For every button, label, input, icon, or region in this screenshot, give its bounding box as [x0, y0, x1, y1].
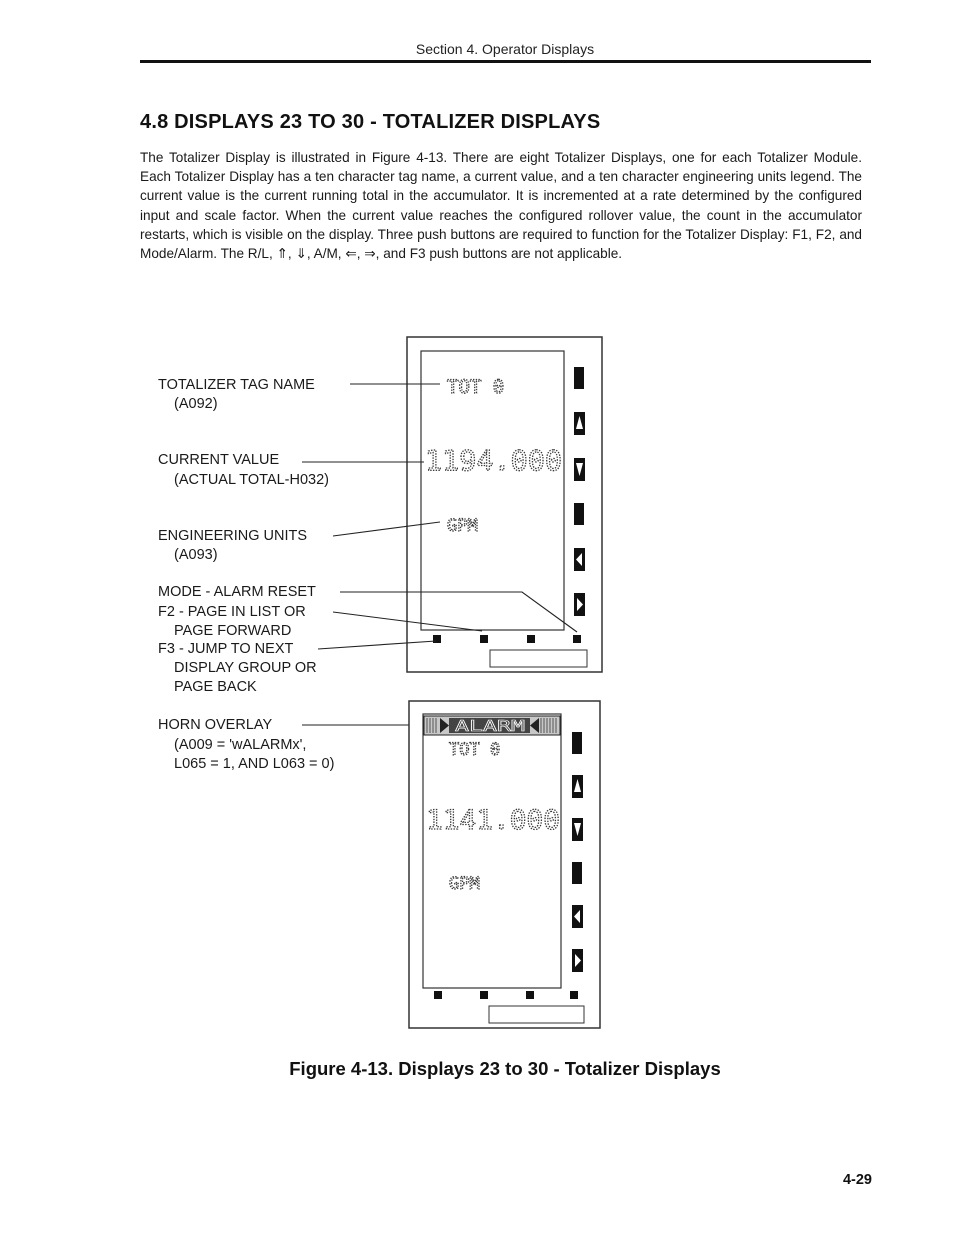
display1-units: GPM — [447, 516, 478, 536]
f1-key-2[interactable] — [434, 991, 442, 999]
up-arrow-key-2[interactable] — [572, 775, 583, 798]
rl-key-2[interactable] — [572, 732, 582, 754]
label-f3: F3 - JUMP TO NEXT — [158, 641, 294, 657]
legend-strip-2 — [489, 1006, 584, 1023]
f1-key-1[interactable] — [433, 635, 441, 643]
label-eng-units-param: (A093) — [174, 547, 218, 563]
up-arrow-key-1[interactable] — [574, 412, 585, 435]
display2-alarm-text: ALARM — [455, 717, 525, 735]
label-horn-param1: (A009 = 'wALARMx', — [174, 737, 307, 753]
label-f2-cont: PAGE FORWARD — [174, 623, 292, 639]
label-f3-cont2: PAGE BACK — [174, 679, 257, 695]
running-header: Section 4. Operator Displays — [415, 41, 595, 57]
down-arrow-key-2[interactable] — [572, 818, 583, 841]
display2-value: 1141.000 — [426, 805, 560, 836]
left-arrow-key-1[interactable] — [574, 548, 585, 571]
section-paragraph: The Totalizer Display is illustrated in Figure 4-13. There are eight Totalizer Displays, one for each Totalizer Module. Each Totalizer Display has a ten character tag name, a current value, and a ten character engineering units legend. The current value is the current running total in the accumulator. It is incremented at a rate determined by the configured input and scale factor. When the current value reaches the configured rollover value, the count in the accumulator restarts, which is visible on the display. Three push buttons are required to function for the Totalizer Display: F1, F2, and Mode/Alarm. The R/L, ⇑, ⇓, A/M, ⇐, ⇒, and F3 push buttons are not applicable. — [140, 150, 862, 262]
label-current-value-param: (ACTUAL TOTAL-H032) — [174, 472, 329, 488]
label-current-value: CURRENT VALUE — [158, 452, 280, 468]
label-tag-name: TOTALIZER TAG NAME — [158, 377, 315, 393]
page-number: 4-29 — [842, 1172, 872, 1188]
display2-units: GPM — [449, 874, 480, 894]
label-horn-param2: L065 = 1, AND L063 = 0) — [174, 756, 335, 772]
f3-key-2[interactable] — [526, 991, 534, 999]
right-arrow-key-2[interactable] — [572, 949, 583, 972]
display1-tag: TOT 0 — [447, 376, 505, 398]
rl-key-1[interactable] — [574, 367, 584, 389]
am-key-1[interactable] — [574, 503, 584, 525]
label-eng-units: ENGINEERING UNITS — [158, 528, 308, 544]
label-mode-alarm-reset: MODE - ALARM RESET — [158, 584, 316, 600]
right-arrow-key-1[interactable] — [574, 593, 585, 616]
figure-caption: Figure 4-13. Displays 23 to 30 - Totalizer Displays — [289, 1058, 721, 1079]
legend-strip-1 — [490, 650, 587, 667]
display1-value: 1194.000 — [425, 444, 562, 477]
left-arrow-key-2[interactable] — [572, 905, 583, 928]
down-arrow-key-1[interactable] — [574, 458, 585, 481]
f2-key-1[interactable] — [480, 635, 488, 643]
am-key-2[interactable] — [572, 862, 582, 884]
label-f2: F2 - PAGE IN LIST OR — [158, 604, 306, 620]
label-horn-overlay: HORN OVERLAY — [158, 717, 273, 733]
section-title: 4.8 DISPLAYS 23 TO 30 - TOTALIZER DISPLAYS — [140, 111, 601, 133]
f2-key-2[interactable] — [480, 991, 488, 999]
label-f3-cont1: DISPLAY GROUP OR — [174, 660, 317, 676]
label-tag-name-param: (A092) — [174, 396, 218, 412]
mode-alarm-key-2[interactable] — [570, 991, 578, 999]
f3-key-1[interactable] — [527, 635, 535, 643]
mode-alarm-key-1[interactable] — [573, 635, 581, 643]
display2-tag: TOT 0 — [449, 740, 501, 760]
